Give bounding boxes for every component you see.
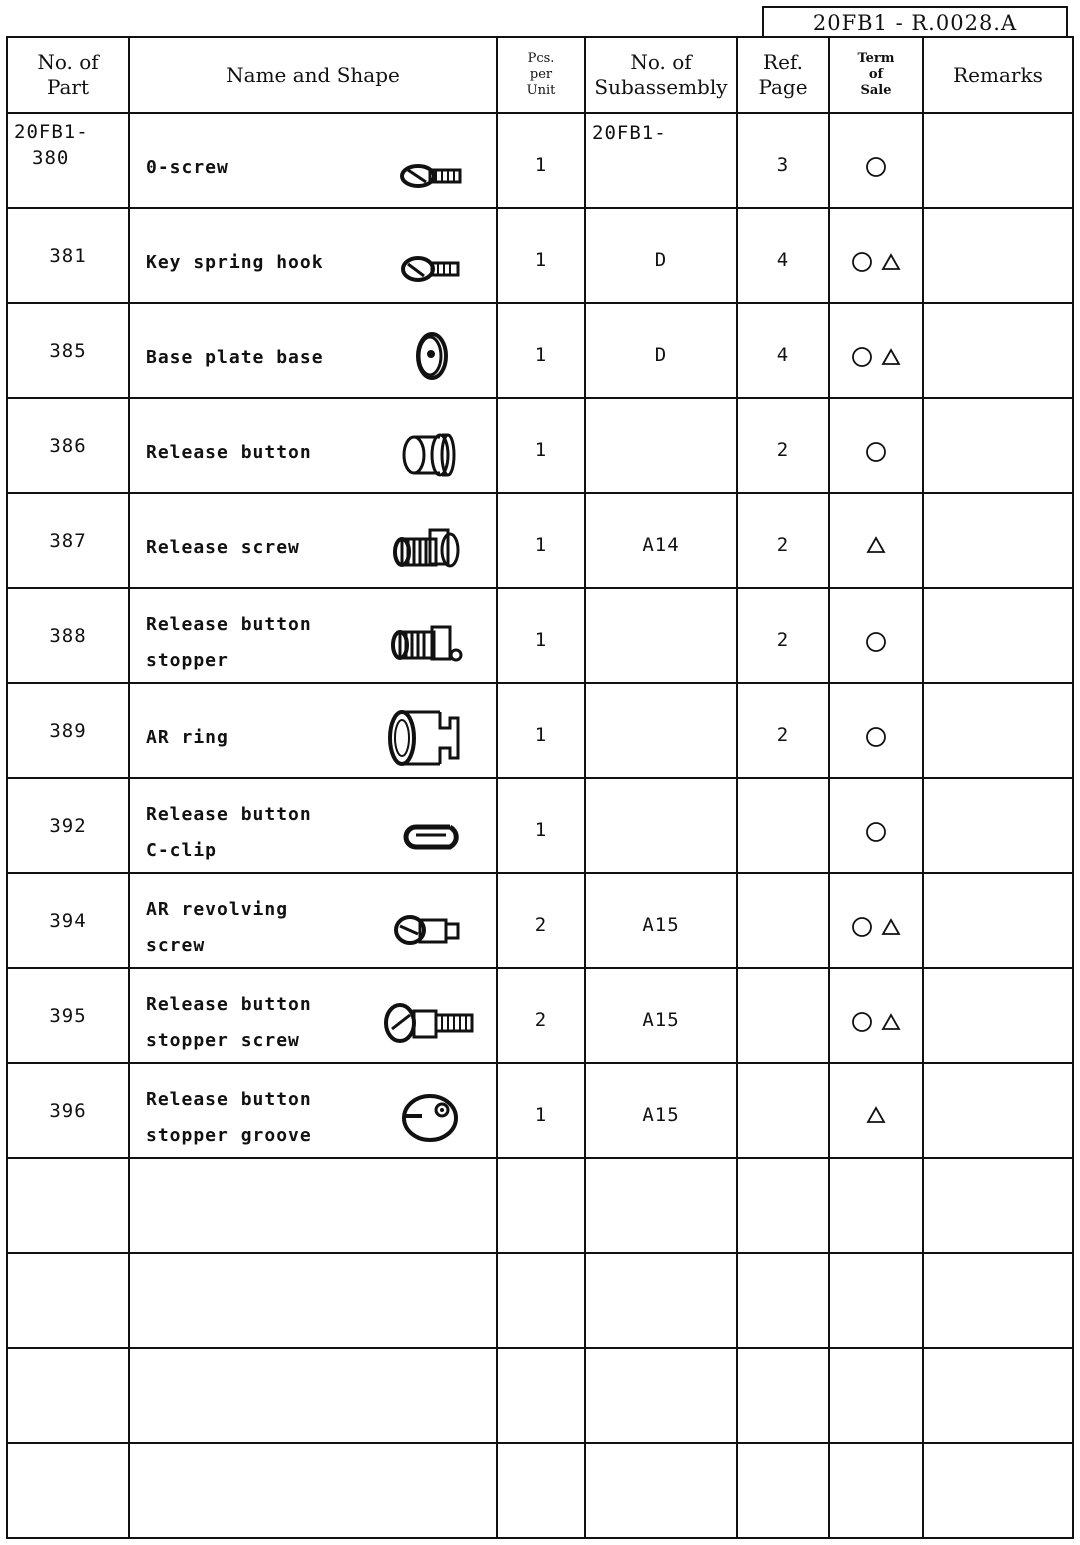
cell-term-of-sale bbox=[829, 778, 923, 873]
cell-remarks bbox=[923, 208, 1073, 303]
table-header-row bbox=[7, 37, 1073, 113]
cell-term-of-sale bbox=[829, 208, 923, 303]
cell-name-shape bbox=[129, 1063, 497, 1158]
cell-term-of-sale bbox=[829, 493, 923, 588]
empty-cell bbox=[923, 1443, 1073, 1538]
circle-icon bbox=[851, 346, 873, 368]
cell-pcs-per-unit: 1 bbox=[497, 303, 585, 398]
circle-icon bbox=[851, 916, 873, 938]
cell-term-of-sale bbox=[829, 1063, 923, 1158]
circle-icon bbox=[865, 441, 887, 463]
triangle-icon bbox=[866, 536, 886, 554]
stopper-icon bbox=[380, 611, 480, 671]
empty-table-row bbox=[7, 1348, 1073, 1443]
circle-icon bbox=[865, 631, 887, 653]
stopper-screw-icon bbox=[380, 991, 480, 1051]
header-term-line1: Term bbox=[857, 50, 895, 66]
empty-cell bbox=[585, 1443, 737, 1538]
cell-name-shape bbox=[129, 303, 497, 398]
cell-part-no: 381 bbox=[7, 208, 129, 303]
empty-cell bbox=[7, 1158, 129, 1253]
cell-pcs-per-unit: 1 bbox=[497, 493, 585, 588]
table-row bbox=[7, 683, 1073, 778]
c-clip-icon bbox=[380, 801, 480, 861]
part-name-line: screw bbox=[146, 935, 206, 956]
part-name-line: AR ring bbox=[146, 727, 229, 748]
circle-icon bbox=[851, 1011, 873, 1033]
cell-part-no: 387 bbox=[7, 493, 129, 588]
cell-remarks bbox=[923, 113, 1073, 208]
header-pcs-line1: Pcs. bbox=[527, 50, 555, 66]
header-term-of-sale bbox=[829, 37, 923, 113]
cell-part-no: 396 bbox=[7, 1063, 129, 1158]
cell-subassembly bbox=[585, 588, 737, 683]
cell-name-shape bbox=[129, 968, 497, 1063]
part-name-line: stopper screw bbox=[146, 1030, 300, 1051]
empty-cell bbox=[129, 1443, 497, 1538]
part-name-line: Release button bbox=[146, 614, 312, 635]
cell-remarks bbox=[923, 778, 1073, 873]
table-row bbox=[7, 398, 1073, 493]
empty-cell bbox=[497, 1158, 585, 1253]
cell-subassembly bbox=[585, 398, 737, 493]
circle-icon bbox=[865, 821, 887, 843]
cell-ref-page bbox=[737, 873, 829, 968]
cell-remarks bbox=[923, 873, 1073, 968]
part-name bbox=[146, 245, 324, 281]
cell-subassembly bbox=[585, 683, 737, 778]
header-pcs-line3: Unit bbox=[526, 83, 556, 99]
cell-subassembly: 20FB1- bbox=[585, 113, 737, 208]
cell-ref-page: 3 bbox=[737, 113, 829, 208]
header-pcs-line2: per bbox=[529, 66, 553, 82]
empty-cell bbox=[129, 1348, 497, 1443]
cell-pcs-per-unit: 1 bbox=[497, 1063, 585, 1158]
parts-table-body bbox=[7, 113, 1073, 1538]
table-row bbox=[7, 113, 1073, 208]
washer-icon bbox=[380, 326, 480, 386]
parts-table bbox=[6, 36, 1074, 1539]
header-subassembly bbox=[585, 37, 737, 113]
cell-pcs-per-unit: 1 bbox=[497, 778, 585, 873]
empty-cell bbox=[829, 1443, 923, 1538]
cell-remarks bbox=[923, 303, 1073, 398]
part-name bbox=[146, 1082, 312, 1154]
part-name bbox=[146, 150, 229, 186]
table-row bbox=[7, 968, 1073, 1063]
header-ref-line1: Ref. bbox=[763, 50, 803, 74]
cell-part-no: 394 bbox=[7, 873, 129, 968]
empty-cell bbox=[585, 1348, 737, 1443]
cell-ref-page bbox=[737, 1063, 829, 1158]
table-row bbox=[7, 303, 1073, 398]
empty-cell bbox=[7, 1253, 129, 1348]
header-sub-line1: No. of bbox=[630, 50, 692, 74]
cell-remarks bbox=[923, 588, 1073, 683]
cell-subassembly bbox=[585, 778, 737, 873]
cell-name-shape bbox=[129, 683, 497, 778]
empty-cell bbox=[923, 1348, 1073, 1443]
part-number: 380 bbox=[32, 146, 70, 169]
header-part-no bbox=[7, 37, 129, 113]
circle-icon bbox=[865, 156, 887, 178]
cell-ref-page bbox=[737, 778, 829, 873]
screw-icon bbox=[380, 136, 480, 196]
cell-pcs-per-unit: 1 bbox=[497, 683, 585, 778]
part-name-line: Key spring hook bbox=[146, 252, 324, 273]
cell-pcs-per-unit: 1 bbox=[497, 398, 585, 493]
header-term-line2: of bbox=[868, 66, 884, 82]
header-term-line3: Sale bbox=[860, 83, 892, 99]
cell-subassembly: A15 bbox=[585, 1063, 737, 1158]
cell-name-shape bbox=[129, 113, 497, 208]
cell-remarks bbox=[923, 683, 1073, 778]
cell-pcs-per-unit: 1 bbox=[497, 113, 585, 208]
cell-term-of-sale bbox=[829, 968, 923, 1063]
header-remarks: Remarks bbox=[923, 37, 1073, 113]
cell-name-shape bbox=[129, 493, 497, 588]
revolving-screw-icon bbox=[380, 896, 480, 956]
cell-subassembly: A14 bbox=[585, 493, 737, 588]
cell-name-shape bbox=[129, 778, 497, 873]
empty-cell bbox=[829, 1253, 923, 1348]
table-row bbox=[7, 1063, 1073, 1158]
cell-term-of-sale bbox=[829, 398, 923, 493]
empty-cell bbox=[585, 1158, 737, 1253]
cell-subassembly: D bbox=[585, 208, 737, 303]
part-name-line: C-clip bbox=[146, 840, 218, 861]
triangle-icon bbox=[881, 348, 901, 366]
document-id: 20FB1 - R.0028.A bbox=[762, 6, 1068, 38]
cell-remarks bbox=[923, 493, 1073, 588]
groove-icon bbox=[380, 1086, 480, 1146]
cell-term-of-sale bbox=[829, 873, 923, 968]
button-icon bbox=[380, 421, 480, 481]
cell-remarks bbox=[923, 398, 1073, 493]
table-row bbox=[7, 208, 1073, 303]
cell-term-of-sale bbox=[829, 588, 923, 683]
threaded-screw-icon bbox=[380, 516, 480, 576]
cell-remarks bbox=[923, 968, 1073, 1063]
empty-cell bbox=[737, 1253, 829, 1348]
table-row bbox=[7, 493, 1073, 588]
header-pcs-per-unit bbox=[497, 37, 585, 113]
empty-cell bbox=[737, 1348, 829, 1443]
cell-ref-page bbox=[737, 968, 829, 1063]
cell-pcs-per-unit: 1 bbox=[497, 208, 585, 303]
empty-cell bbox=[129, 1253, 497, 1348]
cell-pcs-per-unit: 2 bbox=[497, 968, 585, 1063]
cell-part-no: 386 bbox=[7, 398, 129, 493]
cell-subassembly: A15 bbox=[585, 873, 737, 968]
header-part-no-line1: No. of bbox=[37, 50, 99, 74]
circle-icon bbox=[865, 726, 887, 748]
empty-cell bbox=[497, 1348, 585, 1443]
cell-term-of-sale bbox=[829, 303, 923, 398]
cell-part-no: 395 bbox=[7, 968, 129, 1063]
part-name bbox=[146, 892, 288, 964]
cell-part-no: 385 bbox=[7, 303, 129, 398]
empty-cell bbox=[129, 1158, 497, 1253]
triangle-icon bbox=[881, 918, 901, 936]
cell-part-no bbox=[7, 113, 129, 208]
hook-screw-icon bbox=[380, 231, 480, 291]
empty-cell bbox=[829, 1158, 923, 1253]
cell-subassembly: A15 bbox=[585, 968, 737, 1063]
part-name-line: Base plate base bbox=[146, 347, 324, 368]
header-name-shape: Name and Shape bbox=[129, 37, 497, 113]
header-ref-page bbox=[737, 37, 829, 113]
cell-name-shape bbox=[129, 398, 497, 493]
part-name bbox=[146, 340, 324, 376]
table-row bbox=[7, 778, 1073, 873]
triangle-icon bbox=[866, 1106, 886, 1124]
empty-cell bbox=[7, 1348, 129, 1443]
cell-subassembly: D bbox=[585, 303, 737, 398]
part-name-line: Release button bbox=[146, 804, 312, 825]
cell-part-no: 388 bbox=[7, 588, 129, 683]
part-name-line: stopper groove bbox=[146, 1125, 312, 1146]
empty-cell bbox=[737, 1158, 829, 1253]
part-name bbox=[146, 987, 312, 1059]
cell-ref-page: 4 bbox=[737, 208, 829, 303]
header-part-no-line2: Part bbox=[46, 75, 90, 99]
part-name bbox=[146, 530, 300, 566]
part-name-line: Release button bbox=[146, 442, 312, 463]
empty-cell bbox=[829, 1348, 923, 1443]
cell-ref-page: 4 bbox=[737, 303, 829, 398]
part-name-line: Release button bbox=[146, 994, 312, 1015]
empty-cell bbox=[737, 1443, 829, 1538]
circle-icon bbox=[851, 251, 873, 273]
cell-name-shape bbox=[129, 873, 497, 968]
cell-term-of-sale bbox=[829, 113, 923, 208]
part-name-line: stopper bbox=[146, 650, 229, 671]
part-name-line: 0-screw bbox=[146, 157, 229, 178]
ring-icon bbox=[380, 706, 480, 766]
cell-part-no: 392 bbox=[7, 778, 129, 873]
header-sub-line2: Subassembly bbox=[594, 75, 728, 99]
cell-pcs-per-unit: 1 bbox=[497, 588, 585, 683]
triangle-icon bbox=[881, 1013, 901, 1031]
part-name bbox=[146, 797, 312, 869]
part-name bbox=[146, 607, 312, 679]
cell-ref-page: 2 bbox=[737, 683, 829, 778]
header-ref-line2: Page bbox=[758, 75, 808, 99]
empty-cell bbox=[585, 1253, 737, 1348]
cell-remarks bbox=[923, 1063, 1073, 1158]
cell-part-no: 389 bbox=[7, 683, 129, 778]
table-row bbox=[7, 873, 1073, 968]
cell-name-shape bbox=[129, 208, 497, 303]
triangle-icon bbox=[881, 253, 901, 271]
part-prefix: 20FB1- bbox=[14, 121, 89, 143]
table-row bbox=[7, 588, 1073, 683]
part-name-line: Release button bbox=[146, 1089, 312, 1110]
cell-ref-page: 2 bbox=[737, 398, 829, 493]
empty-cell bbox=[923, 1253, 1073, 1348]
part-name bbox=[146, 720, 229, 756]
part-name-line: AR revolving bbox=[146, 899, 289, 920]
empty-table-row bbox=[7, 1253, 1073, 1348]
empty-table-row bbox=[7, 1158, 1073, 1253]
cell-pcs-per-unit: 2 bbox=[497, 873, 585, 968]
empty-cell bbox=[923, 1158, 1073, 1253]
cell-ref-page: 2 bbox=[737, 588, 829, 683]
part-name bbox=[146, 435, 312, 471]
empty-table-row bbox=[7, 1443, 1073, 1538]
empty-cell bbox=[497, 1253, 585, 1348]
part-name-line: Release screw bbox=[146, 537, 300, 558]
cell-term-of-sale bbox=[829, 683, 923, 778]
cell-ref-page: 2 bbox=[737, 493, 829, 588]
empty-cell bbox=[7, 1443, 129, 1538]
empty-cell bbox=[497, 1443, 585, 1538]
cell-name-shape bbox=[129, 588, 497, 683]
